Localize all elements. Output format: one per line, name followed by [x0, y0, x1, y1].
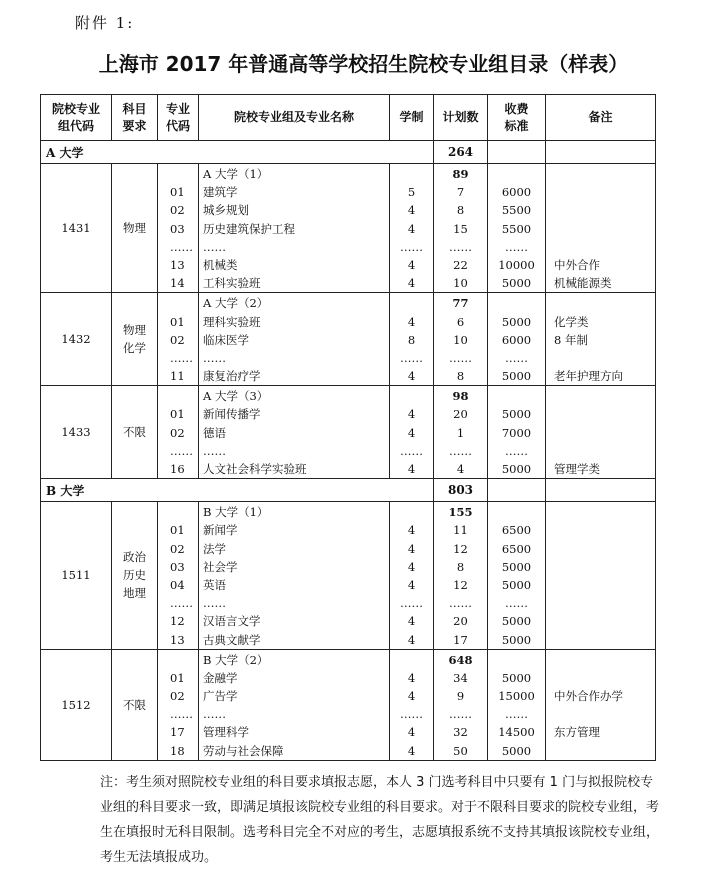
remark: [546, 201, 655, 219]
major-code-lines: [158, 502, 198, 649]
major-code: 01: [170, 670, 185, 685]
tuition-fee: 5500: [501, 203, 532, 218]
tuition-fee-lines: [488, 293, 545, 385]
group-row: [41, 164, 656, 293]
plan-count-column: [434, 386, 488, 479]
remark: [546, 705, 655, 723]
subject-requirement: [112, 649, 158, 760]
study-years: [390, 651, 433, 669]
remark: [546, 651, 655, 669]
major-name: 广告学: [203, 689, 238, 704]
plan-count: 8: [456, 369, 465, 384]
study-years-lines: [390, 502, 433, 649]
plan-count: 8: [456, 559, 465, 574]
remark-lines: [546, 164, 655, 292]
major-code: ……: [170, 239, 193, 254]
remark: [546, 612, 655, 630]
subject-requirement: [112, 502, 158, 650]
remark: [546, 294, 655, 312]
plan-count: 648: [448, 652, 473, 667]
tuition-fee: 6000: [501, 185, 532, 200]
subject-item: 政治: [123, 550, 146, 565]
major-name: 理科实验班: [203, 314, 261, 329]
tuition-fee: 5000: [501, 670, 532, 685]
major-code: 02: [170, 689, 185, 704]
plan-count: ……: [449, 350, 472, 365]
plan-count: 17: [453, 632, 468, 647]
tuition-fee: ……: [505, 707, 528, 722]
remark: [546, 165, 655, 183]
study-years: 4: [407, 276, 416, 291]
major-code: 03: [170, 559, 185, 574]
remark: [546, 521, 655, 539]
tuition-fee-lines: [488, 650, 545, 760]
major-name: 劳动与社会保障: [203, 743, 284, 758]
major-name: 建筑学: [203, 185, 238, 200]
major-name: B 大学（1）: [203, 505, 269, 520]
major-name-lines: [199, 386, 389, 478]
major-code: 17: [170, 725, 185, 740]
header-subject: 科目 要求: [112, 95, 158, 141]
tuition-fee-lines: [488, 164, 545, 292]
plan-count: 10: [453, 332, 468, 347]
tuition-fee: ……: [505, 239, 528, 254]
major-code: 13: [170, 257, 185, 272]
major-name-lines: [199, 502, 389, 649]
study-years: 4: [407, 577, 416, 592]
subject-item: 历史: [123, 568, 146, 583]
university-name-cell: [41, 141, 434, 164]
major-code-column: [158, 502, 199, 650]
major-code: 02: [170, 425, 185, 440]
tuition-fee: [488, 651, 545, 669]
study-years: 4: [407, 314, 416, 329]
study-years: 4: [407, 632, 416, 647]
remark: [546, 576, 655, 594]
university-name: B 大学: [46, 483, 85, 498]
remark-lines: [546, 502, 655, 649]
plan-count: 15: [453, 221, 468, 236]
major-name: 金融学: [203, 670, 238, 685]
major-name-column: [199, 649, 390, 760]
major-name: A 大学（3）: [203, 389, 269, 404]
study-years: 4: [407, 725, 416, 740]
major-name: ……: [203, 596, 226, 611]
plan-count-column: [434, 293, 488, 386]
major-name-column: [199, 293, 390, 386]
empty-cell: [546, 141, 656, 164]
tuition-fee: ……: [505, 443, 528, 458]
tuition-fee: 5000: [501, 743, 532, 758]
tuition-fee: 5000: [501, 632, 532, 647]
plan-count: 50: [453, 743, 468, 758]
major-name: 英语: [203, 577, 226, 592]
study-years: 8: [407, 332, 416, 347]
remark-column: [546, 649, 656, 760]
tuition-fee: 5000: [501, 559, 532, 574]
remark: 化学类: [554, 314, 589, 329]
plan-count: 8: [456, 203, 465, 218]
study-years: ……: [400, 707, 423, 722]
header-years: 学制: [390, 95, 434, 141]
tuition-fee: [488, 294, 545, 312]
plan-count-column: [434, 502, 488, 650]
major-name-lines: [199, 164, 389, 292]
group-row: [41, 502, 656, 650]
section-row: [41, 141, 656, 164]
major-name: 管理科学: [203, 725, 249, 740]
study-years: 4: [407, 257, 416, 272]
empty-cell: [488, 479, 546, 502]
subject-requirement: [112, 164, 158, 293]
major-code: 02: [170, 541, 185, 556]
catalog-table: [40, 94, 656, 761]
plan-count-column: [434, 164, 488, 293]
study-years-column: [390, 164, 434, 293]
major-code-lines: [158, 386, 198, 478]
remark-column: [546, 293, 656, 386]
header-row: [41, 95, 656, 141]
major-code: 02: [170, 203, 185, 218]
tuition-fee-lines: [488, 386, 545, 478]
major-code-lines: [158, 164, 198, 292]
major-code: [158, 165, 198, 183]
tuition-fee: 15000: [498, 689, 535, 704]
remark: [546, 503, 655, 521]
header-major-code: 专业 代码: [158, 95, 199, 141]
study-years: 4: [407, 614, 416, 629]
plan-count: 34: [453, 670, 468, 685]
subject-item: 化学: [123, 341, 146, 356]
header-plan: 计划数: [434, 95, 488, 141]
remark: [546, 669, 655, 687]
footnote: [70, 770, 660, 870]
study-years-lines: [390, 293, 433, 385]
tuition-fee: 14500: [498, 725, 535, 740]
major-code-column: [158, 164, 199, 293]
major-name-column: [199, 386, 390, 479]
major-code: 12: [170, 614, 185, 629]
plan-count: ……: [449, 239, 472, 254]
remark: 8 年制: [554, 332, 588, 347]
plan-count: 10: [453, 276, 468, 291]
plan-count: 11: [453, 523, 468, 538]
subject-item: 不限: [123, 697, 146, 712]
major-code: 01: [170, 407, 185, 422]
remark: [546, 387, 655, 405]
subject-item: 物理: [123, 323, 146, 338]
major-name: A 大学（1）: [203, 167, 269, 181]
remark: 管理学类: [554, 462, 600, 476]
tuition-fee: 5000: [501, 462, 532, 476]
plan-count: ……: [449, 596, 472, 611]
major-name: 德语: [203, 425, 226, 440]
major-name: 城乡规划: [203, 203, 249, 218]
header-fee: 收费 标准: [488, 95, 546, 141]
group-code: 1432: [41, 293, 112, 386]
major-name: 汉语言文学: [203, 614, 261, 629]
plan-count-lines: [434, 502, 487, 649]
remark-column: [546, 386, 656, 479]
tuition-fee: 10000: [498, 257, 535, 272]
remark-lines: [546, 386, 655, 478]
study-years: ……: [400, 239, 423, 254]
study-years: ……: [400, 350, 423, 365]
subject-requirement: [112, 386, 158, 479]
major-code: [158, 503, 198, 521]
tuition-fee-column: [488, 164, 546, 293]
tuition-fee: 6500: [501, 523, 532, 538]
tuition-fee-column: [488, 649, 546, 760]
plan-count: 9: [456, 689, 465, 704]
remark: [546, 442, 655, 460]
major-name: 人文社会科学实验班: [203, 462, 307, 476]
remark: [546, 238, 655, 256]
study-years-column: [390, 386, 434, 479]
plan-count-lines: [434, 386, 487, 478]
remark: 机械能源类: [554, 276, 612, 291]
tuition-fee: 5000: [501, 577, 532, 592]
major-name-lines: [199, 650, 389, 760]
group-row: [41, 386, 656, 479]
major-code-column: [158, 386, 199, 479]
group-code: 1431: [41, 164, 112, 293]
major-name-column: [199, 502, 390, 650]
remark: [546, 405, 655, 423]
plan-count: 1: [456, 425, 465, 440]
major-name: 新闻传播学: [203, 407, 261, 422]
tuition-fee: 6000: [501, 332, 532, 347]
major-code: [158, 294, 198, 312]
study-years: [390, 387, 433, 405]
plan-count: 6: [456, 314, 465, 329]
major-code: 18: [170, 743, 185, 758]
major-name: 康复治疗学: [203, 369, 261, 384]
study-years: 4: [407, 221, 416, 236]
study-years: 4: [407, 462, 416, 476]
major-code: 14: [170, 276, 185, 291]
university-total: 803: [434, 479, 488, 502]
header-group-code: 院校专业 组代码: [41, 95, 112, 141]
major-code-lines: [158, 293, 198, 385]
plan-count: ……: [449, 443, 472, 458]
major-code: ……: [170, 707, 193, 722]
remark: [546, 349, 655, 367]
empty-cell: [488, 141, 546, 164]
plan-count: 12: [453, 577, 468, 592]
empty-cell: [546, 479, 656, 502]
study-years-column: [390, 293, 434, 386]
footnote-text: 注：考生须对照院校专业组的科目要求填报志愿，本人 3 门选考科目中只要有 1 门与拟报院校专业组的科目要求一致，即满足填报该院校专业组的科目要求。对于不限科目要求的院校专业组，考生在填报时无科目限制。选考科目完全不对应的考生，志愿填报系统不支持其填报该院校专业组，考生无法填报成功。: [100, 775, 660, 865]
major-code: 04: [170, 577, 185, 592]
study-years: 4: [407, 689, 416, 704]
subject-item: 地理: [123, 586, 146, 601]
tuition-fee: 5500: [501, 221, 532, 236]
group-code: 1512: [41, 649, 112, 760]
university-name: A 大学: [46, 145, 84, 160]
major-code: ……: [170, 596, 193, 611]
major-code: [158, 387, 198, 405]
remark: 中外合作办学: [554, 689, 623, 704]
tuition-fee-column: [488, 386, 546, 479]
subject-requirement: [112, 293, 158, 386]
tuition-fee: 7000: [501, 425, 532, 440]
major-code: 13: [170, 632, 185, 647]
tuition-fee: ……: [505, 350, 528, 365]
remark-lines: [546, 650, 655, 760]
remark: [546, 220, 655, 238]
group-code: 1433: [41, 386, 112, 479]
tuition-fee-column: [488, 502, 546, 650]
major-name: 社会学: [203, 559, 238, 574]
study-years: 4: [407, 670, 416, 685]
remark: 老年护理方向: [554, 369, 623, 384]
group-code: 1511: [41, 502, 112, 650]
major-name: 机械类: [203, 257, 238, 272]
plan-count: 12: [453, 541, 468, 556]
major-name: 历史建筑保护工程: [203, 221, 295, 236]
attachment-label: 附件 1:: [75, 14, 135, 32]
plan-count: 89: [452, 167, 469, 181]
study-years-column: [390, 649, 434, 760]
study-years: 4: [407, 559, 416, 574]
subject-item: 不限: [123, 425, 146, 440]
remark: [546, 594, 655, 612]
study-years: 4: [407, 541, 416, 556]
plan-count: ……: [449, 707, 472, 722]
remark: [546, 183, 655, 201]
plan-count: 20: [453, 614, 468, 629]
plan-count: 7: [456, 185, 465, 200]
study-years: 4: [407, 407, 416, 422]
study-years: [390, 503, 433, 521]
plan-count-lines: [434, 650, 487, 760]
major-name: ……: [203, 239, 226, 254]
study-years: 4: [407, 425, 416, 440]
university-name-cell: [41, 479, 434, 502]
plan-count: 4: [456, 462, 465, 476]
remark: [546, 558, 655, 576]
group-row: [41, 293, 656, 386]
plan-count-column: [434, 649, 488, 760]
study-years: 5: [407, 185, 416, 200]
plan-count: 20: [453, 407, 468, 422]
major-code: 11: [170, 369, 185, 384]
remark: 中外合作: [554, 257, 600, 272]
major-name: 工科实验班: [203, 276, 261, 291]
study-years-lines: [390, 164, 433, 292]
plan-count-lines: [434, 164, 487, 292]
study-years: ……: [400, 596, 423, 611]
study-years: 4: [407, 743, 416, 758]
major-code-column: [158, 649, 199, 760]
tuition-fee: ……: [505, 596, 528, 611]
header-name: 院校专业组及专业名称: [199, 95, 390, 141]
major-name-column: [199, 164, 390, 293]
remark: 东方管理: [554, 725, 600, 740]
remark: [546, 631, 655, 649]
study-years: ……: [400, 443, 423, 458]
header-remark: 备注: [546, 95, 656, 141]
tuition-fee-lines: [488, 502, 545, 649]
remark: [546, 424, 655, 442]
major-code: 01: [170, 314, 185, 329]
remark: [546, 742, 655, 760]
study-years: [390, 165, 433, 183]
major-name: B 大学（2）: [203, 652, 269, 667]
major-code: 03: [170, 221, 185, 236]
study-years: 4: [407, 369, 416, 384]
plan-count: 32: [453, 725, 468, 740]
document-title: 上海市 2017 年普通高等学校招生院校专业组目录（样表）: [98, 52, 629, 76]
study-years-lines: [390, 650, 433, 760]
major-name: ……: [203, 350, 226, 365]
major-name: 古典文献学: [203, 632, 261, 647]
major-name-lines: [199, 293, 389, 385]
major-code: 01: [170, 523, 185, 538]
tuition-fee: 6500: [501, 541, 532, 556]
major-name: 法学: [203, 541, 226, 556]
group-row: [41, 649, 656, 760]
plan-count: 98: [452, 389, 469, 404]
university-total: 264: [434, 141, 488, 164]
major-name: ……: [203, 443, 226, 458]
section-row: [41, 479, 656, 502]
major-code-lines: [158, 650, 198, 760]
major-code: 16: [170, 462, 185, 476]
major-name: 临床医学: [203, 332, 249, 347]
tuition-fee: [488, 165, 545, 183]
major-name: A 大学（2）: [203, 296, 269, 311]
subject-item: 物理: [123, 221, 146, 236]
major-name: 新闻学: [203, 523, 238, 538]
table-body: [41, 141, 656, 761]
tuition-fee: 5000: [501, 314, 532, 329]
study-years-column: [390, 502, 434, 650]
study-years: [390, 294, 433, 312]
plan-count: 155: [448, 505, 473, 520]
major-code-column: [158, 293, 199, 386]
tuition-fee: 5000: [501, 614, 532, 629]
study-years: 4: [407, 523, 416, 538]
plan-count-lines: [434, 293, 487, 385]
major-code: ……: [170, 350, 193, 365]
tuition-fee-column: [488, 293, 546, 386]
tuition-fee: 5000: [501, 369, 532, 384]
major-name: ……: [203, 707, 226, 722]
major-code: ……: [170, 443, 193, 458]
major-code: 02: [170, 332, 185, 347]
remark-lines: [546, 293, 655, 385]
major-code: [158, 651, 198, 669]
remark: [546, 540, 655, 558]
plan-count: 22: [453, 257, 468, 272]
tuition-fee: 5000: [501, 276, 532, 291]
tuition-fee: [488, 387, 545, 405]
tuition-fee: [488, 503, 545, 521]
study-years: 4: [407, 203, 416, 218]
major-code: 01: [170, 185, 185, 200]
tuition-fee: 5000: [501, 407, 532, 422]
study-years-lines: [390, 386, 433, 478]
remark-column: [546, 164, 656, 293]
remark-column: [546, 502, 656, 650]
plan-count: 77: [452, 296, 469, 311]
